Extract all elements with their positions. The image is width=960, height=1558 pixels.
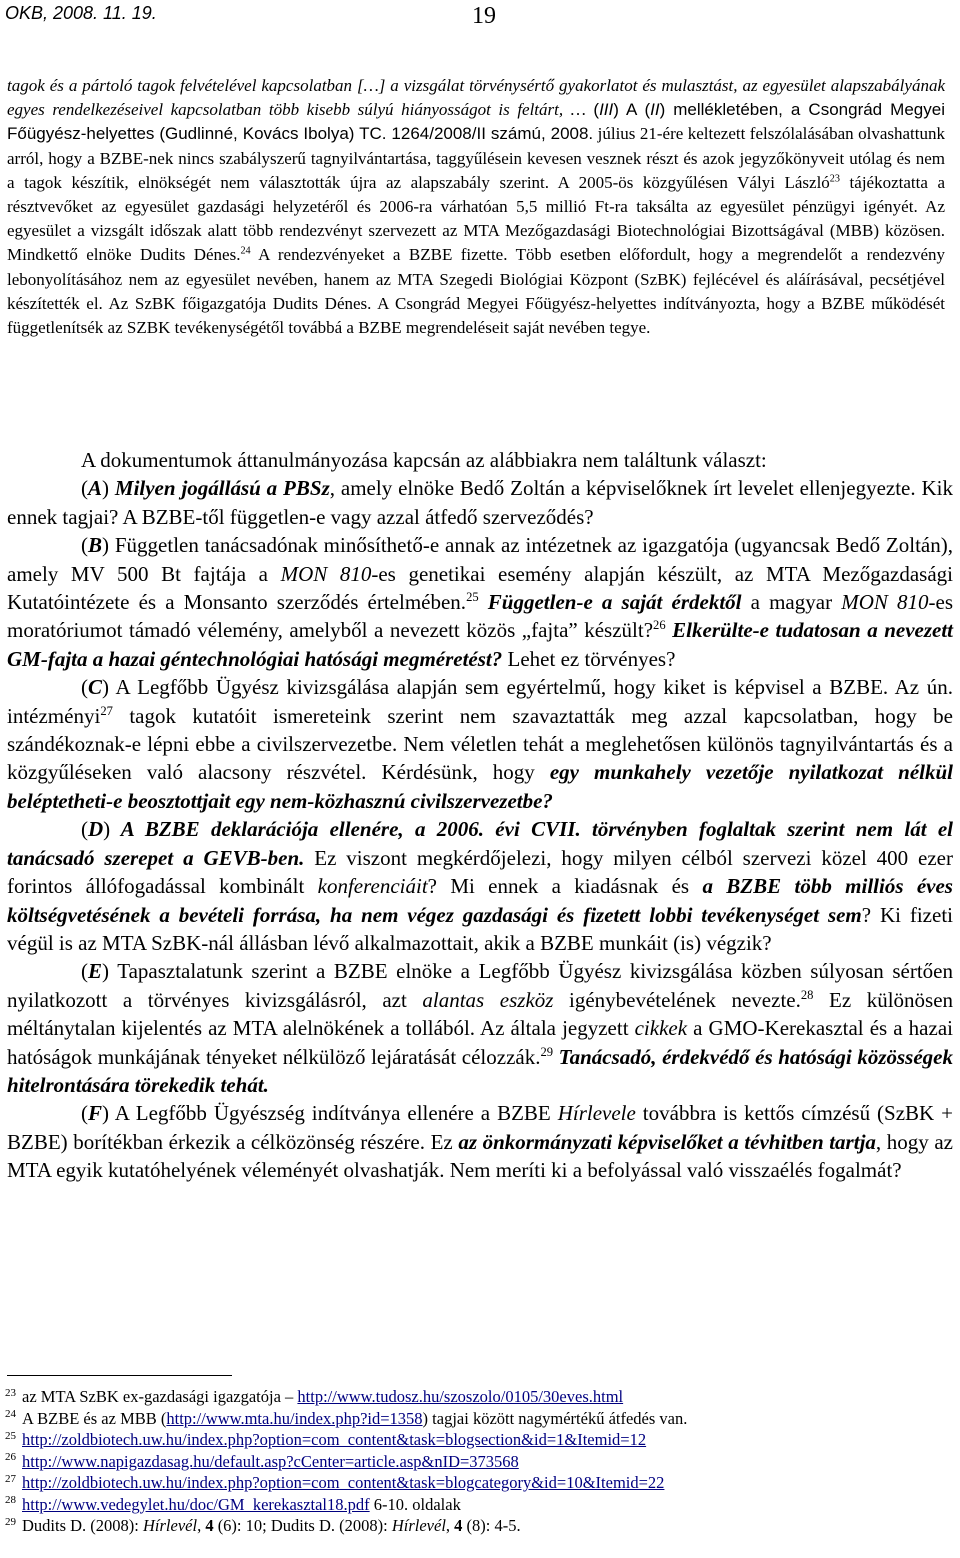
footnote-ref-28[interactable]: 28 — [800, 987, 814, 1002]
footnote-link[interactable]: http://zoldbiotech.uw.hu/index.php?option=com_content&task=blogsection&id=1&Itemid=12 — [22, 1430, 647, 1449]
footnote-ref-23[interactable]: 23 — [829, 173, 840, 185]
point-d: (D) A BZBE deklarációja ellenére, a 2006. évi CVII. törvényben foglaltak szerint nem lát el tanácsadó szerepet a GEVB-ben. Ez viszont megkérdőjelezi, hogy milyen célból szervezi közel 400 ezer forintos állófogadással kombinált konferenciáit? Mi ennek a kiadásnak és a BZBE több milliós éves költségvetésének a bevételi forrása, ha nem végez gazdasági és fizetett lobbi tevékenységet sem? Ki fizeti végül is az MTA SzBK-nál állásban lévő alkalmazottait, akik a BZBE munkáit (is) végzik? — [7, 817, 953, 955]
footnotes — [5, 1386, 955, 1537]
footnote-link[interactable]: http://zoldbiotech.uw.hu/index.php?option=com_content&task=blogcategory&id=10&Itemid=22 — [22, 1473, 665, 1492]
footnote-link[interactable]: http://www.napigazdasag.hu/default.asp?cCenter=article.asp&nID=373568 — [22, 1451, 519, 1471]
footnote-ref-27[interactable]: 27 — [100, 703, 113, 718]
header-date: OKB, 2008. 11. 19. — [5, 3, 157, 23]
point-b: (B) Független tanácsadónak minősíthető-e annak az intézetnek az igazgatója (ugyancsak Bedő Zoltán), amely MV 500 Bt fajtája a MON 810-es genetikai esemény alapján készült, az MTA Mezőgazdasági Kutatóintézete és a Monsanto szerződés értelmében.$^{25}$ Független-e a saját érdektől a magyar MON 810-es moratóriumot támadó vélemény, amelyből a nevezett közös „fajta” készült?$^{26}$ Elkerülte-e tudatosan a nevezett GM-fajta a hazai géntechnológiai hatósági megméretést? Lehet ez törvényes? — [7, 533, 954, 671]
footnote-link[interactable]: http://www.mta.hu/index.php?id=1358 — [166, 1408, 423, 1428]
main-body — [7, 446, 953, 1185]
top-paragraph: tagok és a pártoló tagok felvételével kapcsolatban […] a vizsgálat törvénysértő gyakorlatot és mulasztást, az egyesület alapszabályának egyes rendelkezéseivel kapcsolatban több kisebb súlyú hiányosságot is feltárt, … (III) A (II) mellékletében, a Csongrád Megyei Főügyész-helyettes (Gudlinné, Kovács Ibolya) TC. 1264/2008/II számú, 2008. július 21-ére keltezett felszólalásában olvashattunk arról, hogy a BZBE-nek nincs szabályszerű tagnyilvántartása, taggyűlésein kevesen vesznek részt és azok jegyzőkönyveit utólag és nem a tagok készítik, elnökségét nem választották újra az alapszabály szerint. A 2005-ös közgyűlésen Vályi László$^{23}$ tájékoztatta a résztvevőket az egyesület gazdasági helyzetéről és 2006-ra várhatóan 5,5 millió Ft-ra taksálta az egyesület pénzügyi igényét. Az egyesület a vizsgált időszak alatt több rendezvényt szervezett az MTA Mezőgazdasági Biotechnológiai Bizottságával (MBB) közösen. Mindkettő elnöke Dudits Dénes.$^{24}$ A rendezvényeket a BZBE fizette. Több esetben előfordult, hogy a megrendelőt a rendezvény lebonyolításához nem az egyesület nevében, hanem az MTA Szegedi Biológiai Központ (SzBK) fejlécével és aláírásával, pecsétjével készítették el. Az SzBK főigazgatója Dudits Dénes. A Csongrád Megyei Főügyész-helyettes indítványozta, hogy a BZBE működését függetlenítsék az SZBK tevékenységétől továbbá a BZBE megrendeléseit saját nevében tegye. — [7, 76, 946, 338]
intro-paragraph: A dokumentumok áttanulmányozása kapcsán az alábbiakra nem találtunk választ: — [81, 448, 767, 472]
footnote-divider — [7, 1375, 232, 1376]
point-a: (A) Milyen jogállású a PBSz, amely elnöke Bedő Zoltán a képviselőknek írt levelet ellenjegyezte. Kik ennek tagjai? A BZBE-től független-e vagy azzal átfedő szerveződés? — [7, 476, 954, 529]
quote-sans: (III) A (II) mellékletében, a Csongrád Megyei Főügyész-helyettes (Gudlinné, Kovács Ibolya) TC. 1264/2008/II számú, 2008. — [7, 100, 945, 144]
footnote-25: $^{25}$ http://zoldbiotech.uw.hu/index.php?option=com_content&task=blogsection&id=1&Itemid=12 — [5, 1429, 647, 1449]
footnote-ref-24[interactable]: 24 — [240, 245, 251, 257]
page-number: 19 — [472, 3, 496, 29]
footnote-ref-26[interactable]: 26 — [653, 618, 666, 633]
footnote-link[interactable]: http://www.tudosz.hu/szoszolo/0105/30eves.html — [297, 1387, 624, 1406]
point-e: (E) Tapasztalatunk szerint a BZBE elnöke a Legfőbb Ügyész kivizsgálása közben súlyosan sértően nyilatkozott a törvényes kivizsgálásról, azt alantas eszköz igénybevételének nevezte.$^{28}$ Ez különösen méltánytalan kijelentés az MTA alelnökének a tollából. Az általa jegyzett cikkek a GMO-Kerekasztal és a hazai hatóságok munkájának tényeket nélkülöző lejáratását célozzák.$^{29}$ Tanácsadó, érdekvédő és hatósági közösségek hitelrontására törekedik tehát. — [7, 959, 954, 1097]
footnote-26: $^{26}$ http://www.napigazdasag.hu/default.asp?cCenter=article.asp&nID=373568 — [5, 1451, 519, 1471]
footnote-ref-29[interactable]: 29 — [540, 1044, 554, 1059]
point-c: (C) A Legfőbb Ügyész kivizsgálása alapján sem egyértelmű, hogy kiket is képvisel a BZBE. Az ún. intézményi$^{27}$ tagok kutatóit ismereteink szerint nem szavaztatták meg azzal kapcsolatban, hogy be szándékoznak-e lépni ebbe a civilszervezetbe. Nem véletlen tehát a meglehetősen különös tagnyilvántartás és a közgyűléseken való alacsony részvétel. Kérdésünk, hogy egy munkahely vezetője nyilatkozat nélkül beléptetheti-e beosztottjait egy nem-közhasznú civilszervezetbe? — [7, 675, 953, 813]
footnote-23: $^{23}$ az MTA SzBK ex-gazdasági igazgatója – http://www.tudosz.hu/szoszolo/0105/30eves.html — [5, 1386, 624, 1406]
footnote-29: $^{29}$ Dudits D. (2008): Hírlevél, 4 (6): 10; Dudits D. (2008): Hírlevél, 4 (8): 4-5. — [5, 1515, 521, 1535]
quote-italic: tagok és a pártoló tagok felvételével kapcsolatban […] a vizsgálat törvénysértő gyakorlatot és mulasztást, az egyesület alapszabályának egyes rendelkezéseivel kapcsolatban több kisebb súlyú hiányosságot is feltárt, … — [7, 76, 945, 120]
footnote-ref-25[interactable]: 25 — [466, 590, 479, 605]
footnote-27: $^{27}$ http://zoldbiotech.uw.hu/index.php?option=com_content&task=blogcategory&id=10&Itemid=22 — [5, 1472, 665, 1492]
footnote-link[interactable]: http://www.vedegylet.hu/doc/GM_kerekasztal18.pdf — [22, 1494, 370, 1514]
point-f: (F) A Legfőbb Ügyészség indítványa ellenére a BZBE Hírlevele továbbra is kettős címzésű (SzBK + BZBE) borítékban érkezik a célközönség részére. Ez az önkormányzati képviselőket a tévhitben tartja, hogy az MTA egyik kutatóhelyének véleményét olvashatják. Nem meríti ki a befolyással való visszaélés fogalmát? — [7, 1101, 954, 1183]
footnote-28: $^{28}$ http://www.vedegylet.hu/doc/GM_kerekasztal18.pdf 6-10. oldalak — [5, 1494, 461, 1514]
footnote-24: $^{24}$ A BZBE és az MBB (http://www.mta.hu/index.php?id=1358) tagjai között nagymértékű átfedés van. — [5, 1408, 688, 1428]
